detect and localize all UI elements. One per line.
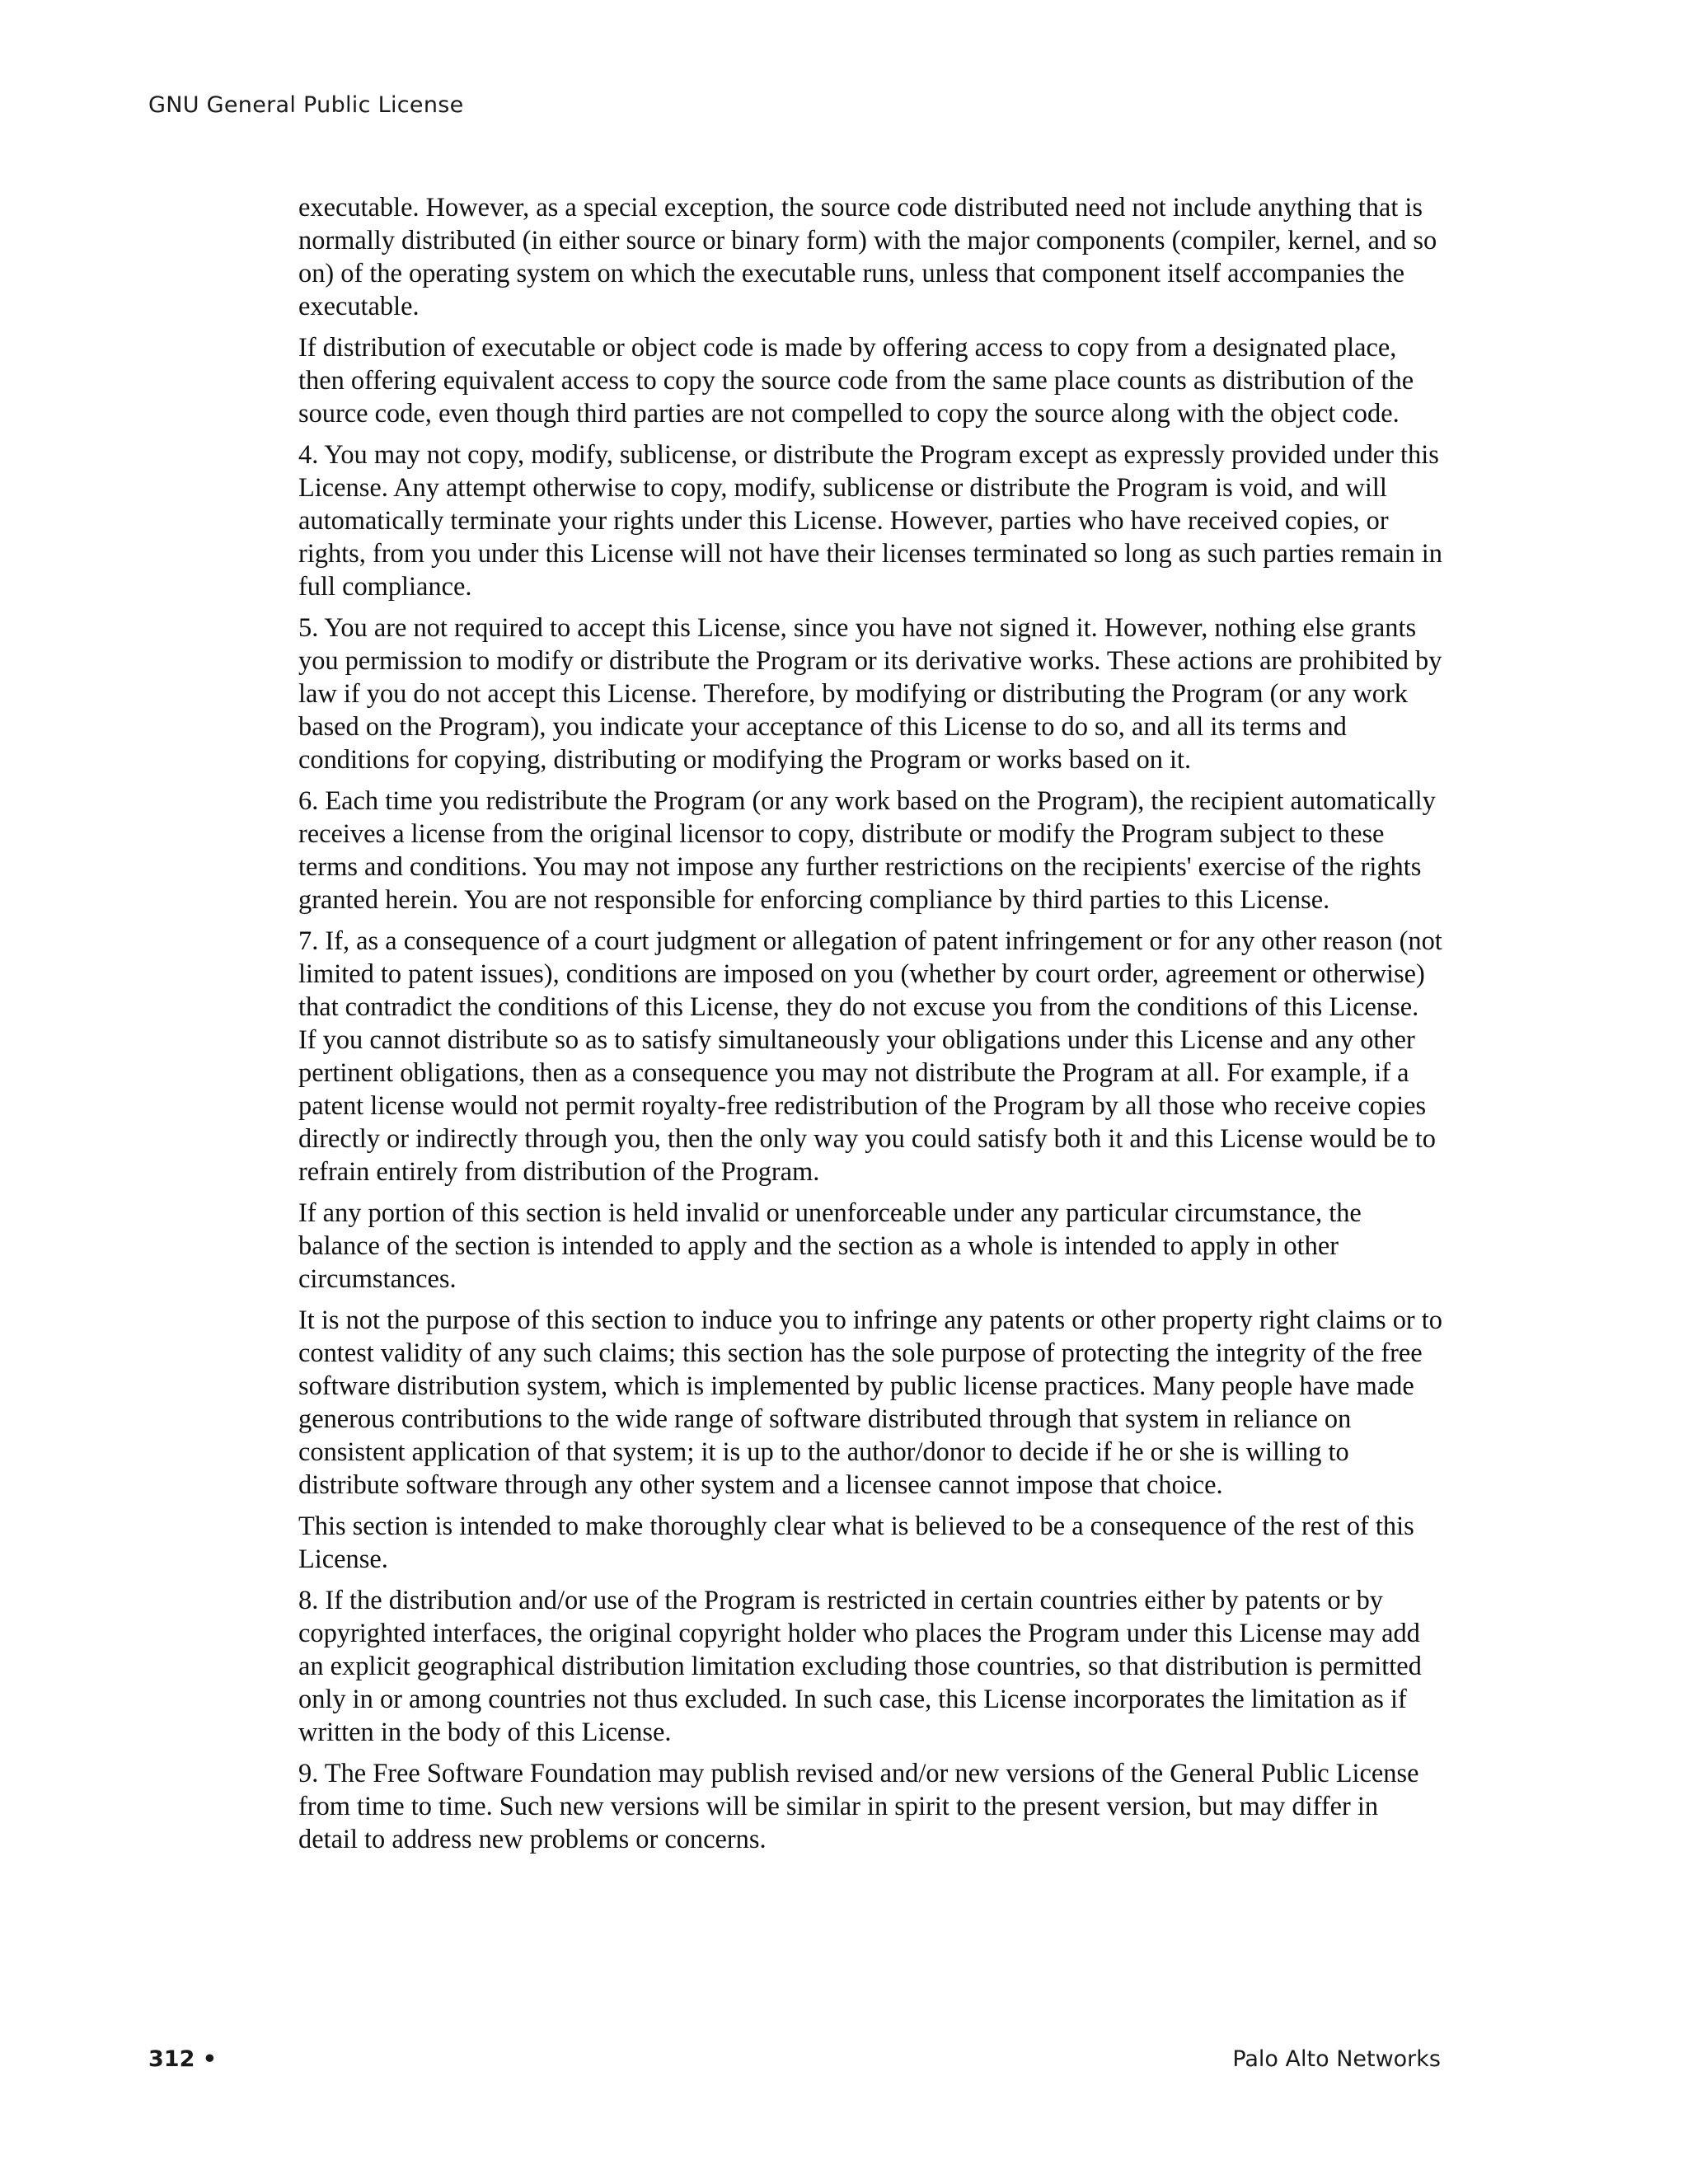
paragraph-section-4: 4. You may not copy, modify, sublicense, or distribute the Program except as expressly provided under this License. Any attempt otherwise to copy, modify, sublicense or distribute the Program is void, and will automatically terminate your rights under this License. However, parties who have received copies, or rights, from you under this License will not have their licenses terminated so long as such parties remain in full compliance. <box>298 440 1442 602</box>
paragraph-section-6: 6. Each time you redistribute the Program (or any work based on the Program), the recipient automatically receives a license from the original licensor to copy, distribute or modify the Program subject to these terms and conditions. You may not impose any further restrictions on the recipients' exercise of the rights granted herein. You are not responsible for enforcing compliance by third parties to this License. <box>298 786 1436 915</box>
paragraph: If distribution of executable or object code is made by offering access to copy from a designated place, then offering equivalent access to copy the source code from the same place counts as distribution of the source code, even though third parties are not compelled to copy the source along with the object code. <box>298 333 1414 429</box>
paragraph-section-8: 8. If the distribution and/or use of the Program is restricted in certain countries either by patents or by copyrighted interfaces, the original copyright holder who places the Program under this License may add an explicit geographical distribution limitation excluding those countries, so that distribution is permitted only in or among countries not thus excluded. In such case, this License incorporates the limitation as if written in the body of this License. <box>298 1586 1422 1747</box>
paragraph-section-9: 9. The Free Software Foundation may publish revised and/or new versions of the General Public License from time to time. Such new versions will be similar in spirit to the present version, but may differ in detail to address new problems or concerns. <box>298 1759 1419 1854</box>
paragraph: If any portion of this section is held invalid or unenforceable under any particular circumstance, the balance of the section is intended to apply and the section as a whole is intended to apply in other circumstances. <box>298 1198 1362 1294</box>
running-header: GNU General Public License <box>148 92 464 118</box>
paragraph: It is not the purpose of this section to induce you to infringe any patents or other property right claims or to contest validity of any such claims; this section has the sole purpose of protecting the integrity of the free software distribution system, which is implemented by public license practices. Many people have made generous contributions to the wide range of software distributed through that system in reliance on consistent application of that system; it is up to the author/donor to decide if he or she is willing to distribute software through any other system and a licensee cannot impose that choice. <box>298 1305 1443 1500</box>
page-number: 312 • <box>148 2046 218 2072</box>
paragraph-section-5: 5. You are not required to accept this License, since you have not signed it. However, nothing else grants you permission to modify or distribute the Program or its derivative works. These actions are prohibited by law if you do not accept this License. Therefore, by modifying or distributing the Program (or any work based on the Program), you indicate your acceptance of this License to do so, and all its terms and conditions for copying, distributing or modifying the Program or works based on it. <box>298 613 1442 775</box>
footer-publisher: Palo Alto Networks <box>1232 2046 1441 2072</box>
license-body <box>298 191 1442 1864</box>
paragraph: executable. However, as a special exception, the source code distributed need not include anything that is normally distributed (in either source or binary form) with the major components (compiler, kernel, and so on) of the operating system on which the executable runs, unless that component itself accompanies the executable. <box>298 193 1437 321</box>
paragraph: This section is intended to make thoroughly clear what is believed to be a consequence of the rest of this License. <box>298 1511 1414 1574</box>
paragraph-section-7: 7. If, as a consequence of a court judgment or allegation of patent infringement or for any other reason (not limited to patent issues), conditions are imposed on you (whether by court order, agreement or otherwise) that contradict the conditions of this License, they do not excuse you from the conditions of this License. If you cannot distribute so as to satisfy simultaneously your obligations under this License and any other pertinent obligations, then as a consequence you may not distribute the Program at all. For example, if a patent license would not permit royalty-free redistribution of the Program by all those who receive copies directly or indirectly through you, then the only way you could satisfy both it and this License would be to refrain entirely from distribution of the Program. <box>298 926 1442 1187</box>
